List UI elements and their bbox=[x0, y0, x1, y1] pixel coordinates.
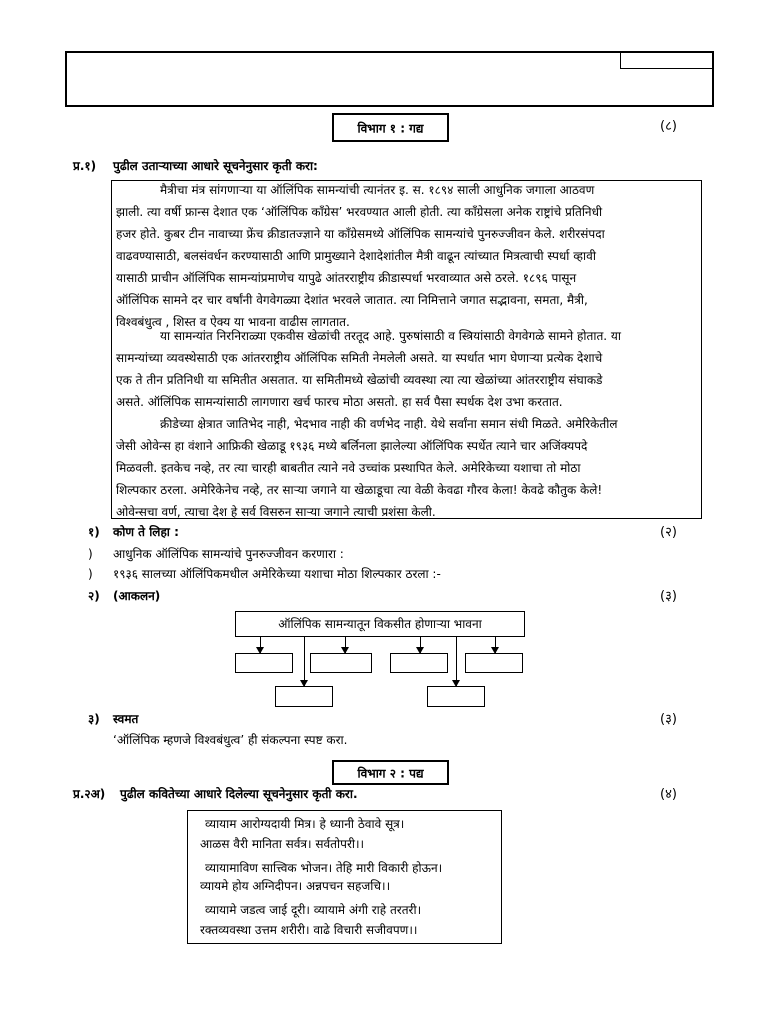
subquestion-2-marks: (३) bbox=[660, 589, 677, 604]
subquestion-1-item-bullet: ) bbox=[88, 567, 93, 581]
passage-line: यासाठी प्राचीन ऑलिंपिक सामन्यांप्रमाणेच यापुढे आंतरराष्ट्रीय क्रीडास्पर्धा भरवाव्यात असे ठरले. १८९६ पासून bbox=[116, 271, 577, 285]
diagram-answer-box[interactable] bbox=[427, 686, 485, 707]
passage-line: मैत्रीचा मंत्र सांगणाऱ्या या ऑलिंपिक सामन्यांची त्यानंतर इ. स. १८९४ साली आधुनिक जगाला आठवण bbox=[160, 183, 595, 197]
subquestion-2-number: २) bbox=[88, 589, 100, 603]
passage-line: असते. ऑलिंपिक सामन्यांसाठी लागणारा खर्च फारच मोठा असतो. हा सर्व पैसा स्पर्धक देश उभा करतात. bbox=[116, 395, 563, 409]
question-1-instruction: पुढील उताऱ्याच्या आधारे सूचनेनुसार कृती करा: bbox=[113, 159, 318, 173]
subquestion-1-item-text: १९३६ सालच्या ऑलिंपिकमधील अमेरिकेच्या यशाचा मोठा शिल्पकार ठरला :- bbox=[113, 567, 441, 581]
diagram-title: ऑलिंपिक सामन्यातून विकसीत होणाऱ्या भावना bbox=[278, 617, 482, 631]
diagram-answer-box[interactable] bbox=[310, 653, 372, 673]
section-1-title: विभाग १ : गद्य bbox=[357, 121, 424, 135]
section-2-title: विभाग २ : पद्य bbox=[357, 766, 424, 780]
header-corner-box bbox=[620, 51, 714, 69]
passage-line: विश्वबंधुत्व , शिस्त व ऐक्य या भावना वाढीस लागतात. bbox=[116, 315, 350, 329]
poem-line: व्यायमे होय अग्निदीपन। अन्नपचन सहजचि।। bbox=[200, 879, 391, 893]
passage-line: झाली. त्या वर्षी फ्रान्स देशात एक ‘ऑलिंपिक काँग्रेस’ भरवण्यात आली होती. त्या काँग्रेसला अनेक राष्ट्रांचे प्रतिनिधी bbox=[116, 205, 603, 219]
passage-line: मिळवली. इतकेच नव्हे, तर त्या चारही बाबतीत त्याने नवे उच्चांक प्रस्थापित केले. अमेरिकेच्या यशाचा तो मोठा bbox=[116, 461, 581, 475]
subquestion-1-item-text: आधुनिक ऑलिंपिक सामन्यांचे पुनरुज्जीवन करणारा : bbox=[113, 547, 344, 561]
diagram-answer-box[interactable] bbox=[235, 653, 293, 673]
question-2-number: प्र.२अ) bbox=[73, 787, 106, 801]
passage-line: शिल्पकार ठरला. अमेरिकेनेच नव्हे, तर साऱ्या जगाने या खेळाडूचा त्या वेळी केवढा गौरव केला! केवढे कौतुक केले! bbox=[116, 483, 603, 497]
poem-line: व्यायाम आरोग्यदायी मित्र। हे ध्यानी ठेवावे सूत्र। bbox=[205, 817, 405, 831]
question-2-instruction: पुढील कवितेच्या आधारे दिलेल्या सूचनेनुसार कृती करा. bbox=[120, 787, 358, 801]
passage-line: जेसी ओवेन्स हा वंशाने आफ्रिकी खेळाडू १९३६ मध्ये बर्लिनला झालेल्या ऑलिंपिक स्पर्धेत त्याने चार अजिंक्यपदे bbox=[116, 439, 588, 453]
diagram-title-box bbox=[235, 611, 525, 637]
passage-line: हजर होते. कुबर टीन नावाच्या फ्रेंच क्रीडातज्ज्ञाने या काँग्रेसमध्ये ऑलिंपिक सामन्यांचे पुनरुज्जीवन केले. शरीरसंपदा bbox=[116, 227, 605, 241]
question-1-number: प्र.१) bbox=[73, 159, 97, 173]
passage-line: या सामन्यांत निरनिराळ्या एकवीस खेळांची तरतूद आहे. पुरुषांसाठी व स्त्रियांसाठी वेगवेगळे सामने होतात. या bbox=[160, 329, 621, 343]
passage-line: ऑलिंपिक सामने दर चार वर्षांनी वेगवेगळ्या देशांत भरवले जातात. त्या निमित्ताने जगात सद्भावना, समता, मैत्री, bbox=[116, 293, 588, 307]
subquestion-2-label: (आकलन) bbox=[113, 589, 161, 603]
section-1-marks: (८) bbox=[660, 119, 677, 134]
passage-line: वाढवण्यासाठी, बलसंवर्धन करण्यासाठी आणि प्रामुख्याने देशादेशांतील मैत्री वाढून त्यांच्यात मित्रत्वाची स्पर्धा व्हावी bbox=[116, 249, 596, 263]
header-box bbox=[65, 51, 714, 107]
poem-line: व्यायामे जडत्व जाई दूरी। व्यायामे अंगी राहे तरतरी। bbox=[205, 903, 422, 917]
passage-line: एक ते तीन प्रतिनिधी या समितीत असतात. या समितीमध्ये खेळांची व्यवस्था त्या त्या खेळांच्या आंतरराष्ट्रीय संघाकडे bbox=[116, 373, 603, 387]
subquestion-1-item-bullet: ) bbox=[88, 547, 93, 561]
question-2-marks: (४) bbox=[660, 787, 677, 802]
diagram-answer-box[interactable] bbox=[465, 653, 523, 673]
passage-line: ओवेन्सचा वर्ण, त्याचा देश हे सर्व विसरुन साऱ्या जगाने त्याची प्रशंसा केली. bbox=[116, 505, 436, 519]
subquestion-3-label: स्वमत bbox=[113, 712, 139, 726]
poem-line: आळस वैरी मानिता सर्वत्र। सर्वतोपरी।। bbox=[200, 837, 365, 851]
section-1-title-box bbox=[332, 113, 449, 142]
diagram-answer-box[interactable] bbox=[275, 686, 333, 707]
subquestion-3-number: ३) bbox=[88, 712, 100, 726]
diagram-answer-box[interactable] bbox=[390, 653, 448, 673]
subquestion-1-number: १) bbox=[88, 525, 100, 539]
poem-line: व्यायामाविण सात्त्विक भोजन। तेहि मारी विकारी होऊन। bbox=[205, 861, 443, 875]
subquestion-1-label: कोण ते लिहा : bbox=[113, 525, 179, 539]
subquestion-1-marks: (२) bbox=[660, 525, 677, 540]
passage-line: सामन्यांच्या व्यवस्थेसाठी एक आंतरराष्ट्रीय ऑलिंपिक समिती नेमलेली असते. या स्पर्धात भाग घेणाऱ्या प्रत्येक देशाचे bbox=[116, 351, 603, 365]
subquestion-3-marks: (३) bbox=[660, 712, 677, 727]
passage-line: क्रीडेच्या क्षेत्रात जातिभेद नाही, भेदभाव नाही की वर्णभेद नाही. येथे सर्वांना समान संधी मिळते. अमेरिकेतील bbox=[160, 417, 618, 431]
poem-line: रक्तव्यवस्था उत्तम शरीरी। वाढे विचारी सजीवपण।। bbox=[200, 923, 418, 937]
section-2-title-box bbox=[332, 760, 449, 785]
subquestion-3-text: ‘ऑलिंपिक म्हणजे विश्वबंधुत्व’ ही संकल्पना स्पष्ट करा. bbox=[113, 733, 348, 747]
